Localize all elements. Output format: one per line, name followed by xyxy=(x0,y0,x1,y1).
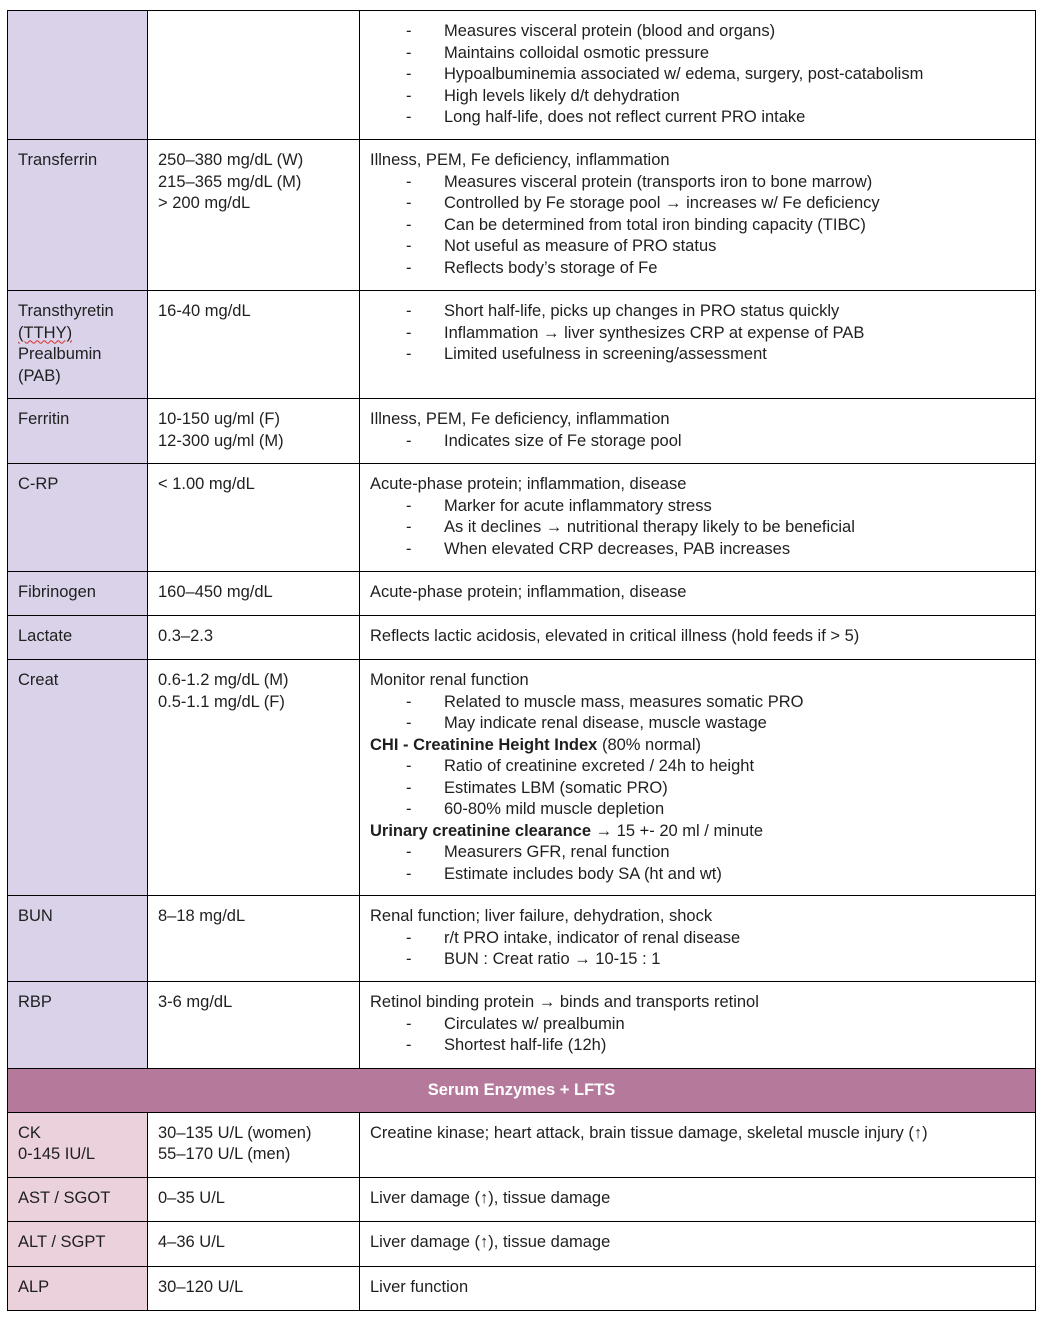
range-line: 250–380 mg/dL (W) xyxy=(158,151,304,169)
section-title: Serum Enzymes + LFTS xyxy=(8,1069,1036,1113)
list-item: - r/t PRO intake, indicator of renal disease xyxy=(370,928,1025,950)
lab-name: Fibrinogen xyxy=(18,583,96,601)
range-line: 0.5-1.1 mg/dL (F) xyxy=(158,692,285,711)
list-item: - Ratio of creatinine excreted / 24h to height xyxy=(370,756,1025,778)
reference-range-cell xyxy=(148,572,360,616)
reference-range-cell xyxy=(148,1266,360,1310)
bullet-list xyxy=(370,301,1025,366)
lab-values-table xyxy=(7,10,1036,1311)
range-line: 12-300 ug/ml (M) xyxy=(158,431,284,450)
chi-heading-note: (80% normal) xyxy=(597,735,701,754)
notes-cell xyxy=(360,140,1036,291)
range-line: 10-150 ug/ml (F) xyxy=(158,410,280,428)
bullet-list xyxy=(370,928,1025,971)
bullet-list xyxy=(370,692,1025,735)
notes-cell xyxy=(360,1112,1036,1177)
list-item: - Inflammation → liver synthesizes CRP at expense of PAB xyxy=(370,323,1025,345)
lab-name-cell xyxy=(8,291,148,399)
notes-intro: Liver function xyxy=(370,1277,469,1296)
lab-name: RBP xyxy=(18,993,52,1011)
reference-range-cell xyxy=(148,616,360,660)
list-item: - High levels likely d/t dehydration xyxy=(370,86,1025,108)
lab-name: ALT / SGPT xyxy=(18,1232,106,1251)
notes-cell xyxy=(360,1221,1036,1266)
lab-name: Creat xyxy=(18,671,59,689)
list-item: - BUN : Creat ratio → 10-15 : 1 xyxy=(370,949,1025,971)
range-line: 3-6 mg/dL xyxy=(158,993,233,1011)
reference-range-cell xyxy=(148,140,360,291)
bullet-list xyxy=(370,431,1025,453)
table-row xyxy=(8,140,1036,291)
lab-name: AST / SGOT xyxy=(18,1188,111,1207)
table-row xyxy=(8,1266,1036,1310)
notes-intro: Retinol binding protein → binds and transports retinol xyxy=(370,993,759,1011)
lab-name: Lactate xyxy=(18,627,73,645)
range-line: 0.6-1.2 mg/dL (M) xyxy=(158,671,289,689)
lab-name-cell xyxy=(8,660,148,896)
notes-cell xyxy=(360,572,1036,616)
list-item: - Marker for acute inflammatory stress xyxy=(370,496,1025,518)
reference-range-cell xyxy=(148,399,360,464)
notes-intro: Illness, PEM, Fe deficiency, inflammation xyxy=(370,410,670,428)
lab-name-cell xyxy=(8,1112,148,1177)
range-line: 16-40 mg/dL xyxy=(158,302,251,320)
notes-intro: Liver damage (↑), tissue damage xyxy=(370,1188,611,1207)
bullet-list xyxy=(370,756,1025,821)
range-line: 0–35 U/L xyxy=(158,1188,225,1207)
reference-range-cell xyxy=(148,982,360,1069)
lab-name-cell xyxy=(8,896,148,982)
list-item: - 60-80% mild muscle depletion xyxy=(370,799,1025,821)
notes-cell xyxy=(360,660,1036,896)
range-line: < 1.00 mg/dL xyxy=(158,475,255,493)
list-item: - Reflects body’s storage of Fe xyxy=(370,258,1025,280)
range-line: 30–135 U/L (women) xyxy=(158,1123,312,1142)
list-item: - Can be determined from total iron binding capacity (TIBC) xyxy=(370,215,1025,237)
reference-range-cell xyxy=(148,1177,360,1221)
list-item: - As it declines → nutritional therapy likely to be beneficial xyxy=(370,517,1025,539)
notes-cell xyxy=(360,896,1036,982)
lab-name-cell xyxy=(8,1177,148,1221)
notes-intro: Creatine kinase; heart attack, brain tissue damage, skeletal muscle injury (↑) xyxy=(370,1123,928,1142)
table-row xyxy=(8,1112,1036,1177)
lab-abbrev: (PAB) xyxy=(18,366,61,385)
list-item: - Not useful as measure of PRO status xyxy=(370,236,1025,258)
list-item: - Measures visceral protein (transports iron to bone marrow) xyxy=(370,172,1025,194)
reference-range-cell xyxy=(148,660,360,896)
lab-name-cell xyxy=(8,982,148,1069)
table-row xyxy=(8,399,1036,464)
notes-cell xyxy=(360,399,1036,464)
notes-intro: Renal function; liver failure, dehydration, shock xyxy=(370,907,713,925)
lab-name: Prealbumin xyxy=(18,345,102,363)
list-item: - Hypoalbuminemia associated w/ edema, surgery, post-catabolism xyxy=(370,64,1025,86)
lab-name-range: 0-145 IU/L xyxy=(18,1145,96,1163)
list-item: - Long half-life, does not reflect current PRO intake xyxy=(370,107,1025,129)
notes-intro: Illness, PEM, Fe deficiency, inflammation xyxy=(370,151,670,169)
ucc-heading-bold: Urinary creatinine clearance xyxy=(370,821,592,840)
table-row xyxy=(8,11,1036,140)
list-item: - Circulates w/ prealbumin xyxy=(370,1014,1025,1036)
reference-range-cell xyxy=(148,1112,360,1177)
chi-heading xyxy=(370,735,1025,757)
ucc-heading xyxy=(370,821,1025,843)
lab-name: Transthyretin xyxy=(18,302,114,320)
lab-name-cell xyxy=(8,140,148,291)
lab-name-cell xyxy=(8,1266,148,1310)
list-item: - Limited usefulness in screening/assessment xyxy=(370,344,1025,366)
bullet-list xyxy=(370,496,1025,561)
range-line: > 200 mg/dL xyxy=(158,194,251,212)
lab-name: C-RP xyxy=(18,475,59,493)
lab-name-cell xyxy=(8,464,148,572)
range-line: 215–365 mg/dL (M) xyxy=(158,172,302,191)
table-row xyxy=(8,1221,1036,1266)
list-item: - Estimates LBM (somatic PRO) xyxy=(370,778,1025,800)
list-item: - Measurers GFR, renal function xyxy=(370,842,1025,864)
table-row xyxy=(8,660,1036,896)
notes-cell xyxy=(360,616,1036,660)
table-row xyxy=(8,572,1036,616)
notes-intro: Acute-phase protein; inflammation, disease xyxy=(370,475,687,493)
list-item: - Indicates size of Fe storage pool xyxy=(370,431,1025,453)
section-header-row xyxy=(8,1069,1036,1113)
list-item: - Shortest half-life (12h) xyxy=(370,1035,1025,1057)
lab-name-cell xyxy=(8,11,148,140)
bullet-list xyxy=(370,1014,1025,1057)
notes-cell xyxy=(360,982,1036,1069)
table-row xyxy=(8,1177,1036,1221)
bullet-list xyxy=(370,172,1025,280)
notes-cell xyxy=(360,464,1036,572)
notes-cell xyxy=(360,1177,1036,1221)
list-item: - Short half-life, picks up changes in PRO status quickly xyxy=(370,301,1025,323)
reference-range-cell xyxy=(148,11,360,140)
ucc-heading-note: → 15 +- 20 ml / minute xyxy=(591,821,763,840)
lab-name: Transferrin xyxy=(18,151,98,169)
chi-heading-bold: CHI - Creatinine Height Index xyxy=(370,735,598,754)
list-item: - May indicate renal disease, muscle wastage xyxy=(370,713,1025,735)
notes-intro: Liver damage (↑), tissue damage xyxy=(370,1232,611,1251)
list-item: - Estimate includes body SA (ht and wt) xyxy=(370,864,1025,886)
lab-name-cell xyxy=(8,572,148,616)
table-row xyxy=(8,616,1036,660)
bullet-list xyxy=(370,21,1025,129)
range-line: 30–120 U/L xyxy=(158,1277,244,1296)
lab-name: Ferritin xyxy=(18,410,70,428)
lab-name: BUN xyxy=(18,907,53,925)
lab-name-cell xyxy=(8,1221,148,1266)
list-item: - Controlled by Fe storage pool → increases w/ Fe deficiency xyxy=(370,193,1025,215)
reference-range-cell xyxy=(148,896,360,982)
notes-intro: Reflects lactic acidosis, elevated in critical illness (hold feeds if > 5) xyxy=(370,627,860,645)
range-line: 55–170 U/L (men) xyxy=(158,1145,291,1163)
list-item: - Measures visceral protein (blood and organs) xyxy=(370,21,1025,43)
notes-cell xyxy=(360,1266,1036,1310)
lab-abbrev xyxy=(18,323,137,345)
lab-name: CK xyxy=(18,1123,41,1142)
notes-intro: Monitor renal function xyxy=(370,671,529,689)
lab-name-cell xyxy=(8,399,148,464)
notes-cell xyxy=(360,11,1036,140)
table-row xyxy=(8,291,1036,399)
table-row xyxy=(8,896,1036,982)
list-item: - When elevated CRP decreases, PAB increases xyxy=(370,539,1025,561)
list-item: - Related to muscle mass, measures somatic PRO xyxy=(370,692,1025,714)
lab-name-cell xyxy=(8,616,148,660)
reference-range-cell xyxy=(148,291,360,399)
list-item: - Maintains colloidal osmotic pressure xyxy=(370,43,1025,65)
notes-cell xyxy=(360,291,1036,399)
lab-name: ALP xyxy=(18,1277,50,1296)
bullet-list xyxy=(370,842,1025,885)
range-line: 8–18 mg/dL xyxy=(158,907,246,925)
table-row xyxy=(8,982,1036,1069)
range-line: 4–36 U/L xyxy=(158,1232,225,1251)
range-line: 0.3–2.3 xyxy=(158,627,214,645)
lab-abbrev-text: (TTHY) xyxy=(18,323,73,342)
notes-intro: Acute-phase protein; inflammation, disease xyxy=(370,583,687,601)
reference-range-cell xyxy=(148,1221,360,1266)
reference-range-cell xyxy=(148,464,360,572)
table-row xyxy=(8,464,1036,572)
range-line: 160–450 mg/dL xyxy=(158,583,273,601)
